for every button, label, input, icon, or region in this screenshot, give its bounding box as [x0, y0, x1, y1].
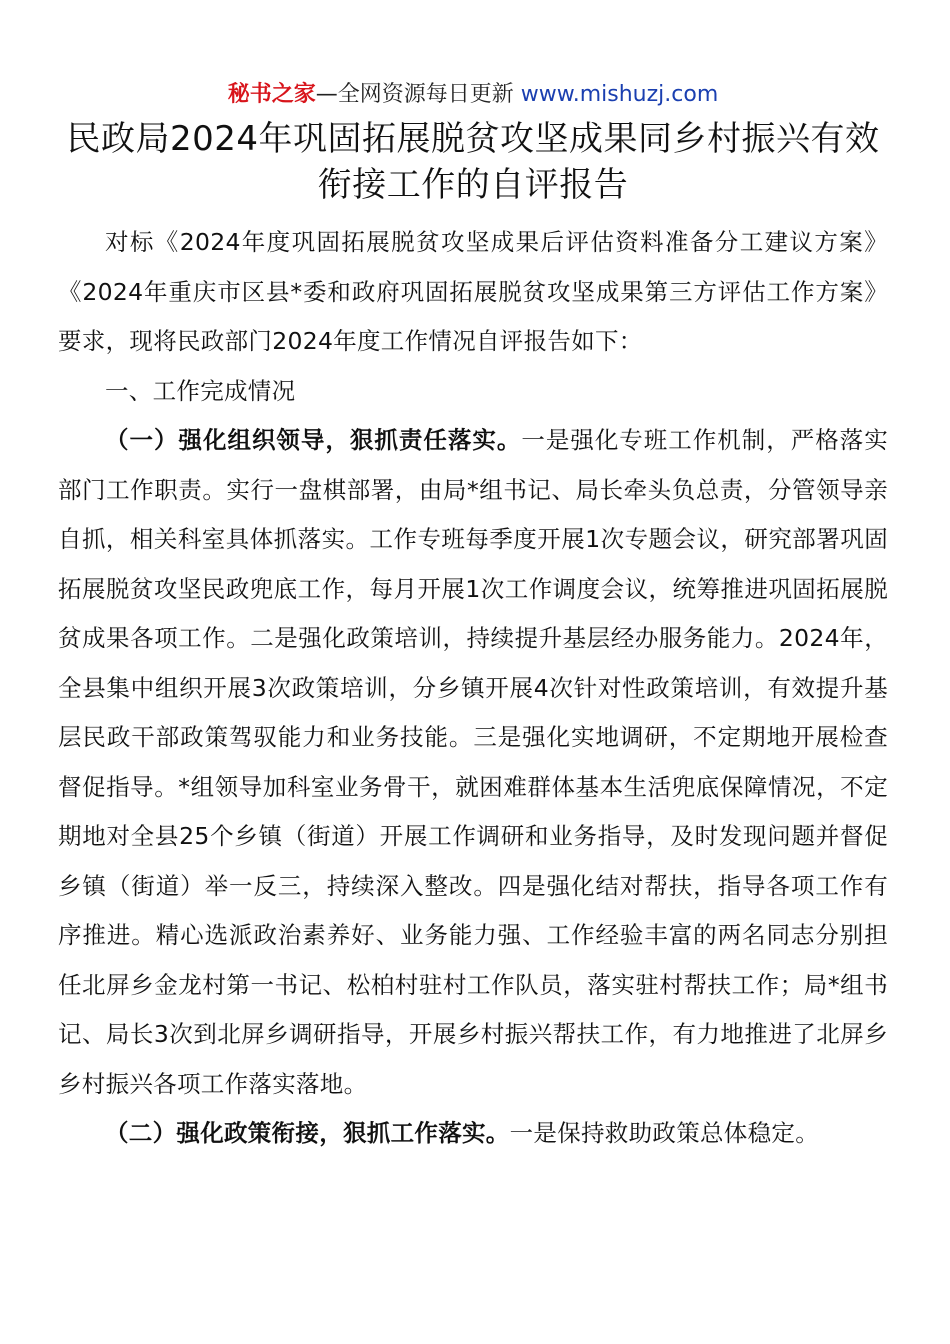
paragraph-1-heading: （一）强化组织领导，狠抓责任落实。 [105, 426, 522, 454]
paragraph-2-heading: （二）强化政策衔接，狠抓工作落实。 [105, 1119, 510, 1147]
intro-paragraph: 对标《2024年度巩固拓展脱贫攻坚成果后评估资料准备分工建议方案》《2024年重庆市区县*委和政府巩固拓展脱贫攻坚成果第三方评估工作方案》要求，现将民政部门2024年度工作情况自评报告如下： [58, 228, 888, 355]
paragraph-2-body: 一是保持救助政策总体稳定。 [509, 1119, 820, 1147]
section-heading-1: 一、工作完成情况 [105, 376, 296, 405]
site-brand[interactable]: 秘书之家 [227, 82, 316, 107]
site-tagline: —全网资源每日更新 [315, 82, 514, 107]
paragraph-2 [58, 1109, 888, 1159]
paragraph-1 [58, 416, 888, 1109]
site-header [58, 78, 888, 112]
site-url-link[interactable]: www.mishuzj.com [520, 82, 719, 107]
paragraph-1-body: 一是强化专班工作机制，严格落实部门工作职责。实行一盘棋部署，由局*组书记、局长牵头负总责，分管领导亲自抓，相关科室具体抓落实。工作专班每季度开展1次专题会议，研究部署巩固拓展脱贫攻坚民政兜底工作，每月开展1次工作调度会议，统筹推进巩固拓展脱贫成果各项工作。二是强化政策培训，持续提升基层经办服务能力。2024年，全县集中组织开展3次政策培训，分乡镇开展4次针对性政策培训，有效提升基层民政干部政策驾驭能力和业务技能。三是强化实地调研，不定期地开展检查督促指导。*组领导加科室业务骨干，就困难群体基本生活兜底保障情况，不定期地对全县25个乡镇（街道）开展工作调研和业务指导，及时发现问题并督促乡镇（街道）举一反三，持续深入整改。四是强化结对帮扶，指导各项工作有序推进。精心选派政治素养好、业务能力强、工作经验丰富的两名同志分别担任北屏乡金龙村第一书记、松柏村驻村工作队员，落实驻村帮扶工作；局*组书记、局长3次到北屏乡调研指导，开展乡村振兴帮扶工作，有力地推进了北屏乡乡村振兴各项工作落实落地。 [58, 426, 889, 1098]
document-title: 民政局2024年巩固拓展脱贫攻坚成果同乡村振兴有效衔接工作的自评报告 [66, 119, 880, 205]
